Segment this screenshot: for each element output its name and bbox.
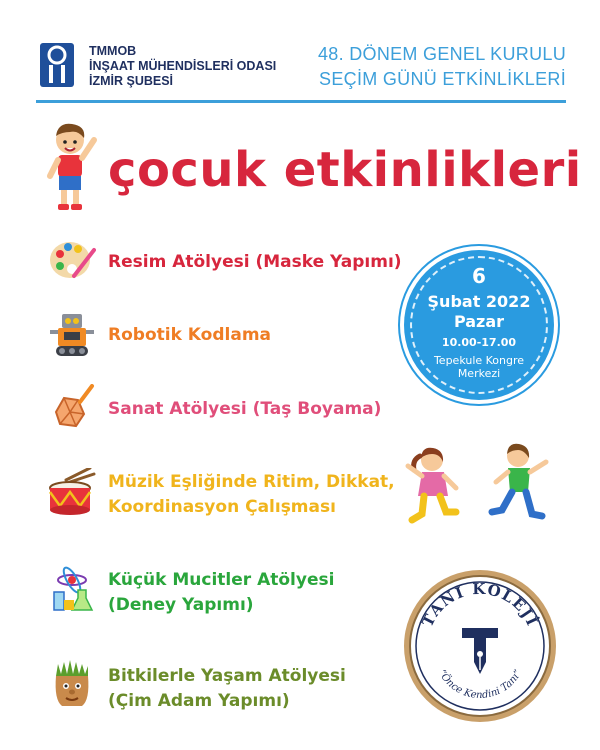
page-title: çocuk etkinlikleri (108, 142, 582, 198)
imo-logo (40, 43, 74, 87)
org-line-1: TMMOB (89, 44, 137, 58)
activity-4-line-1: Müzik Eşliğinde Ritim, Dikkat, (108, 472, 395, 492)
grass-head-icon (48, 660, 96, 708)
activity-4-label (108, 470, 395, 520)
activity-4-line-2: Koordinasyon Çalışması (108, 497, 336, 517)
robot-icon (48, 310, 96, 358)
event-time: 10.00-17.00 (441, 336, 517, 349)
activity-2-label (108, 323, 271, 348)
org-line-3: İZMİR ŞUBESİ (89, 74, 174, 88)
waving-boy-illustration (44, 120, 100, 212)
event-weekday: Pazar (453, 312, 505, 331)
event-month-year: Şubat 2022 (427, 292, 531, 311)
activity-6-label (108, 664, 346, 714)
seal-bottom-text: “Önce Kendini Tanı” (435, 668, 525, 702)
event-title-line-1: 48. DÖNEM GENEL KURULU (318, 44, 566, 64)
dancing-kids-illustration (400, 440, 560, 540)
activity-5-line-1: Küçük Mucitler Atölyesi (108, 570, 335, 590)
event-title (318, 42, 566, 92)
event-venue: Tepekule Kongre Merkezi (433, 354, 525, 380)
painted-stone-icon (48, 384, 96, 432)
seal-top-text: TANI KOLEJİ (418, 579, 542, 630)
activity-1-line-1: Resim Atölyesi (Maske Yapımı) (108, 252, 402, 272)
date-badge (404, 250, 554, 400)
event-day: 6 (472, 264, 486, 288)
organization-name (89, 44, 276, 89)
activity-5-line-2: (Deney Yapımı) (108, 595, 254, 615)
header-divider (36, 100, 566, 103)
event-title-line-2: SEÇİM GÜNÜ ETKİNLİKLERİ (319, 69, 566, 89)
activity-3-line-1: Sanat Atölyesi (Taş Boyama) (108, 399, 382, 419)
activity-2-line-1: Robotik Kodlama (108, 325, 272, 345)
activity-6-line-1: Bitkilerle Yaşam Atölyesi (108, 666, 346, 686)
science-icon (48, 566, 96, 614)
tani-koleji-seal (400, 566, 560, 726)
activity-1-label (108, 250, 402, 275)
palette-icon (48, 236, 96, 284)
drum-icon (48, 468, 96, 516)
activity-3-label (108, 397, 381, 422)
activity-6-line-2: (Çim Adam Yapımı) (108, 691, 290, 711)
org-line-2: İNŞAAT MÜHENDİSLERİ ODASI (89, 59, 277, 73)
activity-5-label (108, 568, 334, 618)
